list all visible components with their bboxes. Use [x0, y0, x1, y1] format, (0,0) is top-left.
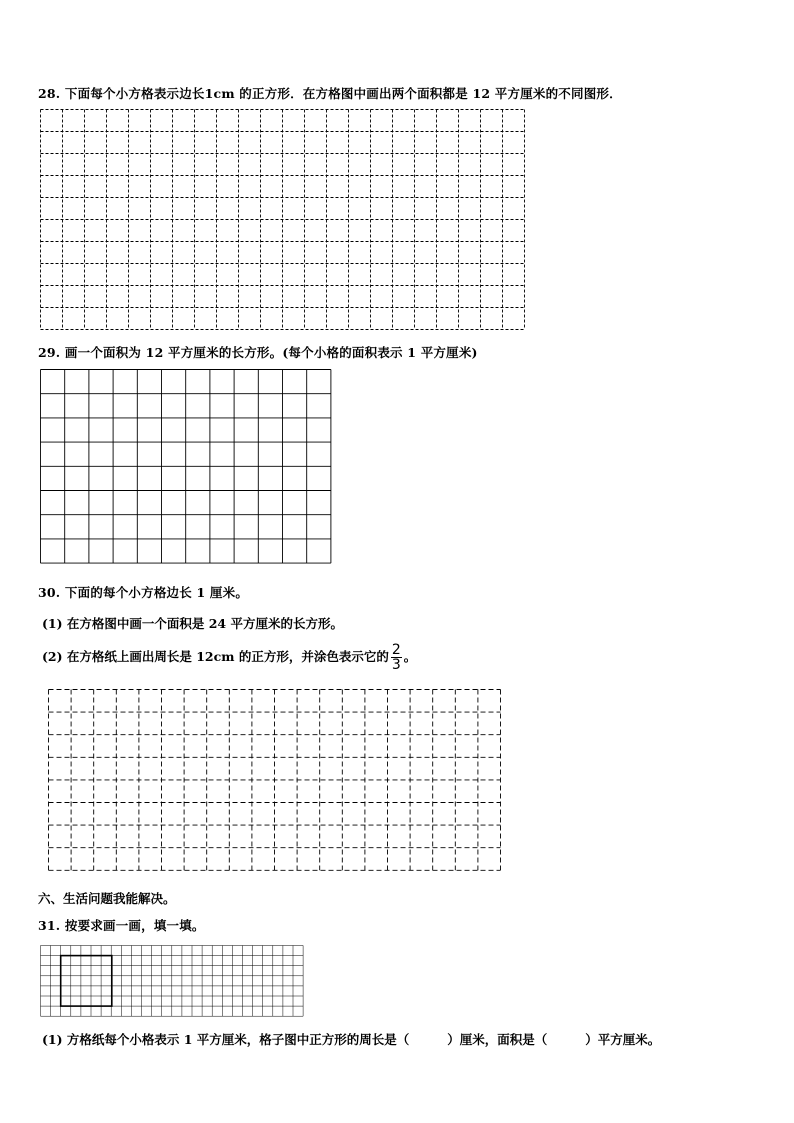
part-1-text-b: ）厘米，面积是（	[447, 1032, 548, 1047]
part-2-text: (2) 在方格纸上画出周长是 12cm 的正方形，并涂色表示它的	[42, 649, 389, 664]
fraction-numerator: 2	[391, 642, 401, 658]
question-text: 按要求画一画，填一填。	[64, 918, 205, 933]
question-29	[38, 343, 478, 361]
fraction-two-thirds	[391, 643, 402, 672]
question-30-part-1: (1) 在方格图中画一个面积是 24 平方厘米的长方形。	[42, 616, 343, 631]
grid-q28[interactable]	[40, 109, 528, 333]
question-text: 画一个面积为 12 平方厘米的长方形。(每个小格的面积表示 1 平方厘米)	[64, 345, 478, 360]
drawn-square	[61, 956, 112, 1007]
question-28	[38, 84, 622, 102]
part-1-text-c: ）平方厘米。	[585, 1032, 661, 1047]
question-number: 29.	[38, 345, 61, 360]
section-6-title: 六、生活问题我能解决。	[38, 891, 176, 906]
question-text: 下面每个小方格表示边长1cm 的正方形．在方格图中画出两个面积都是 12 平方厘米的不同图形．	[64, 86, 622, 101]
part-1-text-a: (1) 方格纸每个小格表示 1 平方厘米，格子图中正方形的周长是（	[42, 1032, 410, 1047]
fraction-denominator: 3	[391, 657, 401, 673]
question-number: 30.	[38, 585, 61, 600]
question-31-part-1	[42, 1030, 660, 1048]
question-30-part-2	[42, 640, 416, 674]
part-2-end: 。	[403, 649, 417, 664]
question-text: 下面的每个小方格边长 1 厘米。	[64, 585, 249, 600]
grid-q30[interactable]	[48, 689, 501, 871]
question-30	[38, 583, 248, 601]
question-number: 31.	[38, 918, 61, 933]
grid-q31[interactable]	[40, 945, 305, 1015]
question-number: 28.	[38, 86, 61, 101]
question-31	[38, 916, 205, 934]
grid-q29[interactable]	[40, 369, 331, 568]
